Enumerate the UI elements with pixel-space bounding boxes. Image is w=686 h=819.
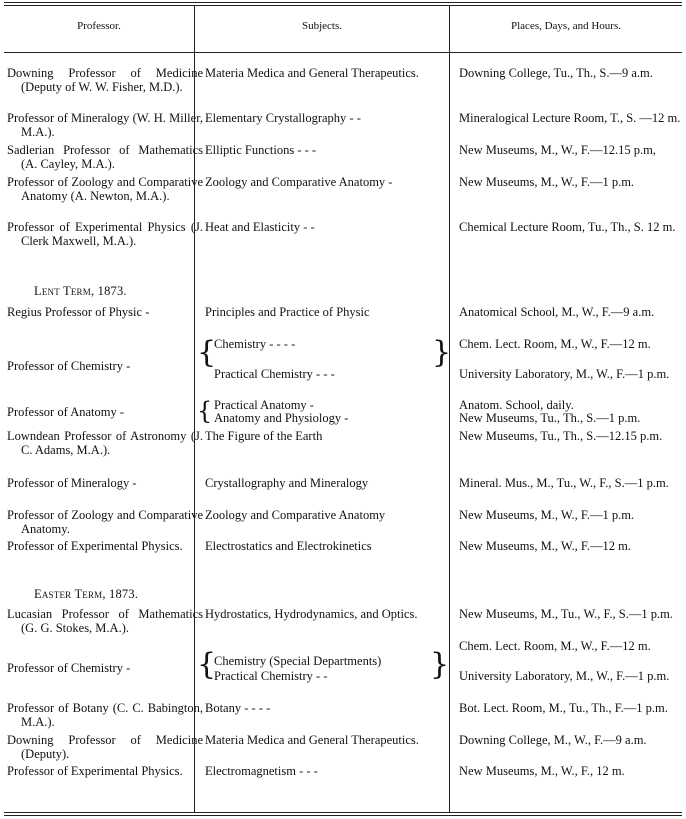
professor-cell: Lucasian Professor of Mathematics (G. G. Stokes, M.A.).: [7, 607, 203, 635]
professor-cell: Regius Professor of Physic -: [7, 305, 150, 319]
professor-cell: Professor of Anatomy -: [7, 405, 124, 419]
place-cell: Chem. Lect. Room, M., W., F.—12 m.: [459, 639, 651, 653]
left-brace-icon: {: [197, 335, 217, 370]
place-cell: Anatomical School, M., W., F.—9 a.m.: [459, 305, 655, 319]
place-cell: New Museums, M., W., F., 12 m.: [459, 764, 625, 778]
subject-cell: Crystallography and Mineralogy: [205, 476, 369, 490]
subject-cell: Materia Medica and General Therapeutics.: [205, 733, 419, 747]
subject-cell: Materia Medica and General Therapeutics.: [205, 66, 419, 80]
subject-cell: Principles and Practice of Physic: [205, 305, 370, 319]
subject-cell: Practical Anatomy -: [214, 398, 314, 412]
header-places: Places, Days, and Hours.: [511, 20, 621, 32]
subject-cell: Zoology and Comparative Anatomy: [205, 508, 386, 522]
table-row: [0, 640, 686, 700]
table-row: [0, 399, 686, 427]
place-cell: Anatom. School, daily.: [459, 398, 574, 412]
professor-cell: Professor of Zoology and Comparative Anatomy (A. Newton, M.A.).: [7, 175, 203, 203]
place-cell: New Museums, M., W., F.—12.15 p.m,: [459, 143, 656, 157]
left-brace-icon: {: [197, 647, 217, 682]
subject-cell: Botany - - - -: [205, 701, 271, 715]
subject-cell: The Figure of the Earth: [205, 429, 323, 443]
place-cell: New Museums, M., W., F.—12 m.: [459, 539, 631, 553]
professor-cell: Professor of Experimental Physics (J. Clerk Maxwell, M.A.).: [7, 220, 203, 248]
subject-cell: Electromagnetism - - -: [205, 764, 318, 778]
table-row: [0, 335, 686, 398]
place-cell: Mineral. Mus., M., Tu., W., F., S.—1 p.m.: [459, 476, 669, 490]
subject-cell: Chemistry (Special Departments): [214, 654, 382, 668]
right-brace-icon: {: [432, 335, 452, 370]
place-cell: Mineralogical Lecture Room, T., S. —12 m.: [459, 111, 681, 125]
header-professor: Professor.: [77, 20, 121, 32]
top-rule: [4, 2, 682, 3]
professor-cell: Downing Professor of Medicine (Deputy).: [7, 733, 203, 761]
subject-cell: Chemistry - - - -: [214, 337, 296, 351]
professor-cell: Professor of Mineralogy (W. H. Miller, M.A.).: [7, 111, 203, 139]
easter-term-heading: Easter Term, 1873.: [34, 587, 139, 601]
subject-cell: Zoology and Comparative Anatomy -: [205, 175, 393, 189]
subject-cell: Electrostatics and Electrokinetics: [205, 539, 372, 553]
professor-cell: Professor of Mineralogy -: [7, 476, 137, 490]
top-rule-inner: [4, 5, 682, 6]
bottom-rule-inner: [4, 815, 682, 816]
place-cell: New Museums, Tu., Th., S.—12.15 p.m.: [459, 429, 663, 443]
professor-cell: Professor of Chemistry -: [7, 661, 131, 675]
professor-cell: Downing Professor of Medicine (Deputy of W. W. Fisher, M.D.).: [7, 66, 203, 94]
place-cell: Chemical Lecture Room, Tu., Th., S. 12 m.: [459, 220, 676, 234]
subject-cell: Heat and Elasticity - -: [205, 220, 315, 234]
bottom-rule: [4, 812, 682, 813]
professor-cell: Lowndean Professor of Astronomy (J. C. Adams, M.A.).: [7, 429, 203, 457]
place-cell: New Museums, Tu., Th., S.—1 p.m.: [459, 411, 641, 425]
place-cell: New Museums, M., W., F.—1 p.m.: [459, 175, 635, 189]
subject-cell: Elementary Crystallography - -: [205, 111, 361, 125]
place-cell: Chem. Lect. Room, M., W., F.—12 m.: [459, 337, 651, 351]
professor-cell: Professor of Zoology and Comparative Anatomy.: [7, 508, 203, 536]
header-subjects: Subjects.: [301, 20, 343, 32]
professor-cell: Professor of Chemistry -: [7, 359, 131, 373]
professor-cell: Professor of Experimental Physics.: [7, 764, 183, 778]
place-cell: Downing College, Tu., Th., S.—9 a.m.: [459, 66, 653, 80]
lent-term-heading: Lent Term, 1873.: [34, 284, 127, 298]
subject-cell: Elliptic Functions - - -: [205, 143, 317, 157]
right-brace-icon: {: [430, 647, 450, 682]
professor-cell: Professor of Botany (C. C. Babington, M.A.).: [7, 701, 203, 729]
professor-cell: Sadlerian Professor of Mathematics (A. Cayley, M.A.).: [7, 143, 203, 171]
place-cell: Bot. Lect. Room, M., Tu., Th., F.—1 p.m.: [459, 701, 668, 715]
place-cell: Downing College, M., W., F.—9 a.m.: [459, 733, 647, 747]
place-cell: New Museums, M., W., F.—1 p.m.: [459, 508, 635, 522]
place-cell: New Museums, M., Tu., W., F., S.—1 p.m.: [459, 607, 673, 621]
left-brace-icon: {: [197, 397, 213, 425]
header-rule: [4, 52, 682, 53]
place-cell: University Laboratory, M., W., F.—1 p.m.: [459, 367, 670, 381]
subject-cell: Practical Chemistry - - -: [214, 367, 335, 381]
professor-cell: Professor of Experimental Physics.: [7, 539, 183, 553]
place-cell: University Laboratory, M., W., F.—1 p.m.: [459, 669, 670, 683]
subject-cell: Hydrostatics, Hydrodynamics, and Optics.: [205, 607, 418, 621]
subject-cell: Practical Chemistry - -: [214, 669, 328, 683]
subject-cell: Anatomy and Physiology -: [214, 411, 349, 425]
